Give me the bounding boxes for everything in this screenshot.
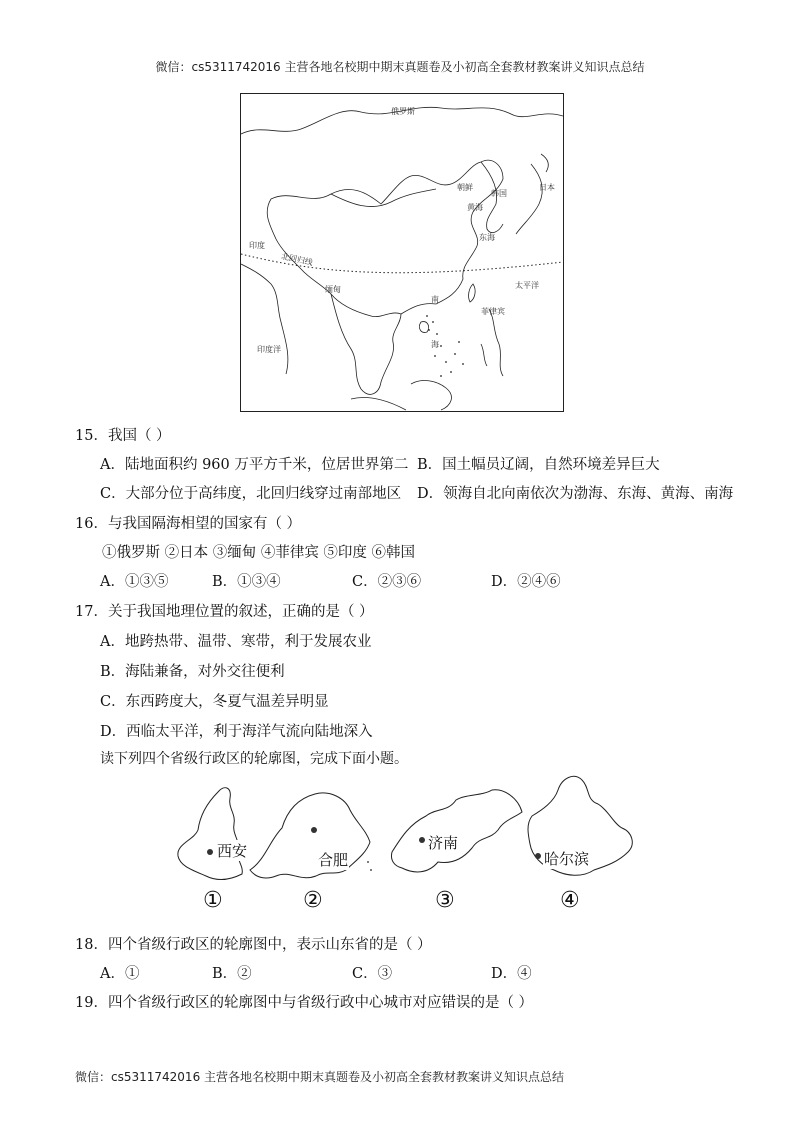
capital-xian: 西安 xyxy=(217,842,248,860)
page-header: 微信：cs5311742016 主营各地名校期中期末真题卷及小初高全套教材教案讲义知识点总结 xyxy=(155,60,645,74)
q15-stem: 15．我国（ ） xyxy=(75,428,171,444)
q17-option-a: A．地跨热带、温带、寒带，利于发展农业 xyxy=(100,634,372,650)
map-label-korea: 韩国 xyxy=(491,189,507,198)
q18-option-a: A．① xyxy=(100,966,140,982)
province-outlines-figure xyxy=(170,770,640,920)
q15-option-c: C．大部分位于高纬度，北回归线穿过南部地区 xyxy=(100,486,402,502)
q16-stem: 16．与我国隔海相望的国家有（ ） xyxy=(75,516,302,532)
capital-harbin: 哈尔滨 xyxy=(544,850,590,868)
capital-jinan: 济南 xyxy=(428,834,459,852)
q17-option-d: D．西临太平洋，利于海洋气流向陆地深入 xyxy=(100,724,373,740)
map-label-tropic: 北回归线 xyxy=(280,251,314,268)
map-label-north-korea: 朝鲜 xyxy=(457,183,473,192)
map-label-russia: 俄罗斯 xyxy=(391,107,415,116)
page-footer: 微信：cs5311742016 主营各地名校期中期末真题卷及小初高全套教材教案讲义知识点总结 xyxy=(75,1070,565,1084)
q18-option-b: B．② xyxy=(212,966,252,982)
province-number-2: ② xyxy=(303,888,323,913)
q17-option-c: C．东西跨度大，冬夏气温差异明显 xyxy=(100,694,329,710)
province-intro: 读下列四个省级行政区的轮廓图，完成下面小题。 xyxy=(100,751,408,767)
q19-stem: 19．四个省级行政区的轮廓图中与省级行政中心城市对应错误的是（ ） xyxy=(75,995,534,1011)
map-label-south: 南 xyxy=(431,295,439,304)
capital-hefei: 合肥 xyxy=(318,851,349,869)
q16-option-d: D．②④⑥ xyxy=(491,574,561,590)
province-number-4: ④ xyxy=(560,888,580,913)
q16-option-b: B．①③④ xyxy=(212,574,281,590)
q17-option-b: B．海陆兼备，对外交往便利 xyxy=(100,664,285,680)
map-label-pacific: 太平洋 xyxy=(515,281,539,290)
map-label-burma: 缅甸 xyxy=(325,285,341,294)
map-label-indian-ocean: 印度洋 xyxy=(257,345,281,354)
map-label-yellow-sea: 黄海 xyxy=(467,203,483,212)
q16-option-a: A．①③⑤ xyxy=(100,574,169,590)
q18-stem: 18．四个省级行政区的轮廓图中，表示山东省的是（ ） xyxy=(75,937,432,953)
q16-option-c: C．②③⑥ xyxy=(352,574,422,590)
map-label-sea: 海 xyxy=(431,340,439,349)
q16-items: ①俄罗斯 ②日本 ③缅甸 ④菲律宾 ⑤印度 ⑥韩国 xyxy=(102,545,416,561)
province-number-3: ③ xyxy=(435,888,455,913)
map-label-japan: 日本 xyxy=(539,183,555,192)
q18-option-c: C．③ xyxy=(352,966,393,982)
map-label-india: 印度 xyxy=(249,241,265,250)
province-number-1: ① xyxy=(203,888,223,913)
q17-stem: 17．关于我国地理位置的叙述，正确的是（ ） xyxy=(75,604,374,620)
q15-option-d: D．领海自北向南依次为渤海、东海、黄海、南海 xyxy=(417,486,734,502)
map-label-philippines: 菲律宾 xyxy=(481,307,505,316)
asia-map xyxy=(240,93,564,412)
map-label-east-sea: 东海 xyxy=(479,233,495,242)
q15-option-a: A．陆地面积约 960 万平方千米，位居世界第二 xyxy=(100,457,409,473)
q18-option-d: D．④ xyxy=(491,966,532,982)
q15-option-b: B．国土幅员辽阔，自然环境差异巨大 xyxy=(417,457,660,473)
